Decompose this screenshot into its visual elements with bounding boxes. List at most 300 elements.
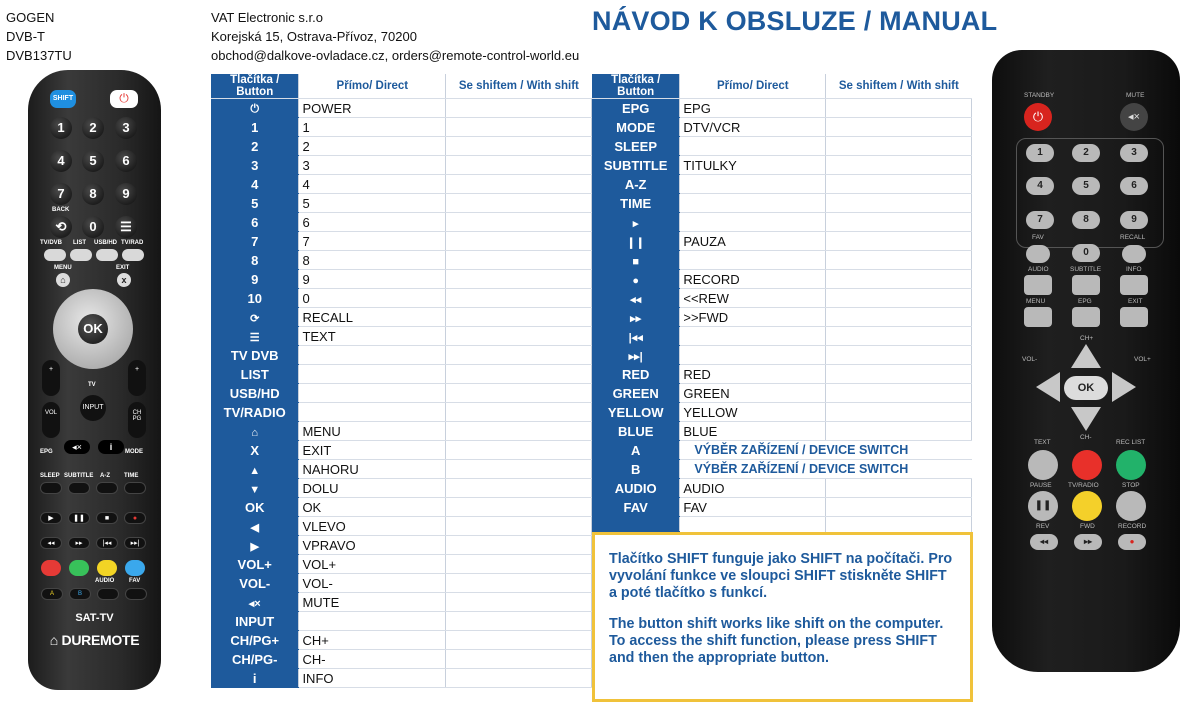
row-shift <box>446 194 592 213</box>
mute-icon: ◂× <box>248 597 261 610</box>
vol-down-button[interactable]: VOL <box>42 402 60 438</box>
menu-button[interactable] <box>1024 307 1052 327</box>
row-shift <box>826 213 972 232</box>
az-button[interactable] <box>96 482 118 494</box>
table-row <box>592 213 972 232</box>
recall-label: RECALL <box>1120 234 1146 241</box>
digit-button[interactable]: 2 <box>82 117 104 139</box>
table-row <box>592 137 972 156</box>
digit-button[interactable]: 1 <box>1026 144 1054 162</box>
time-button[interactable] <box>124 482 146 494</box>
row-key: 1 <box>211 118 299 137</box>
audio-label: AUDIO <box>95 578 115 584</box>
previous-icon: |◂◂ <box>102 540 112 547</box>
row-shift <box>446 498 592 517</box>
play-button[interactable] <box>40 512 62 524</box>
text-icon: ☰ <box>249 331 260 344</box>
row-direct: GREEN <box>680 384 826 403</box>
remote-right <box>992 50 1180 672</box>
tvradio-label: TV/RADIO <box>1068 482 1099 489</box>
table-row <box>592 441 972 460</box>
row-shift <box>826 422 972 441</box>
input-button[interactable]: INPUT <box>80 395 106 421</box>
row-shift <box>826 137 972 156</box>
row-direct: 7 <box>299 232 446 251</box>
row-shift <box>446 213 592 232</box>
row-key <box>592 251 680 270</box>
digit-button[interactable]: 0 <box>82 216 104 238</box>
row-direct <box>680 346 826 365</box>
row-key: FAV <box>592 498 680 517</box>
row-shift <box>826 194 972 213</box>
row-key: SUBTITLE <box>592 156 680 175</box>
table-row <box>592 498 972 517</box>
subtitle-label: SUBTITLE <box>1070 266 1102 273</box>
digit-button[interactable]: 6 <box>115 150 137 172</box>
row-direct: TITULKY <box>680 156 826 175</box>
mute-icon: ◂× <box>72 442 82 452</box>
table-row <box>211 669 592 688</box>
table-row <box>211 593 592 612</box>
row-shift <box>826 99 972 118</box>
row-key <box>592 289 680 308</box>
row-shift <box>446 669 592 688</box>
row-shift <box>826 365 972 384</box>
rev-button[interactable] <box>1030 534 1058 550</box>
fwd-label: FWD <box>1080 523 1095 530</box>
table-row <box>211 441 592 460</box>
row-key: 3 <box>211 156 299 175</box>
text-button[interactable] <box>1028 450 1058 480</box>
rec-list-label: REC LIST <box>1116 439 1146 446</box>
row-direct: 9 <box>299 270 446 289</box>
company-address: Korejská 15, Ostrava-Přívoz, 70200 <box>211 29 417 44</box>
row-key <box>211 593 299 612</box>
row-shift <box>446 118 592 137</box>
row-key: 7 <box>211 232 299 251</box>
table-row <box>211 536 592 555</box>
row-shift <box>446 289 592 308</box>
digit-button[interactable]: 2 <box>1072 144 1100 162</box>
next-button[interactable] <box>124 537 146 549</box>
brand: GOGEN <box>6 10 55 25</box>
table-row <box>211 517 592 536</box>
fast-forward-icon: ▸▸ <box>630 312 642 325</box>
record-button[interactable] <box>1118 534 1146 550</box>
table-row <box>592 232 972 251</box>
row-direct: EXIT <box>299 441 446 460</box>
row-shift <box>446 99 592 118</box>
row-direct: VLEVO <box>299 517 446 536</box>
row-direct: AUDIO <box>680 479 826 498</box>
row-shift <box>446 270 592 289</box>
stop-button[interactable] <box>1116 491 1146 521</box>
subtitle-button[interactable] <box>68 482 90 494</box>
digit-button[interactable]: 0 <box>1072 244 1100 262</box>
info-label: INFO <box>1126 266 1142 273</box>
row-direct <box>299 384 446 403</box>
info-button[interactable] <box>1120 275 1148 295</box>
row-shift <box>826 118 972 137</box>
fwd-button[interactable] <box>1074 534 1102 550</box>
green-button[interactable] <box>69 560 89 576</box>
row-shift <box>446 327 592 346</box>
row-direct: FAV <box>680 498 826 517</box>
menu-button[interactable] <box>56 273 70 287</box>
row-direct: RED <box>680 365 826 384</box>
table-row <box>211 384 592 403</box>
table-row <box>592 365 972 384</box>
note-english: The button shift works like shift on the computer. To access the shift function, please press SHIFT and then the appropriate button. <box>609 616 944 666</box>
table-row <box>592 327 972 346</box>
table-row <box>211 403 592 422</box>
col-header-shift: Se shiftem / With shift <box>826 74 972 99</box>
row-key: A-Z <box>592 175 680 194</box>
row-shift <box>446 517 592 536</box>
next-icon: ▸▸| <box>130 540 140 547</box>
row-direct <box>680 251 826 270</box>
standby-label: STANDBY <box>1024 92 1055 99</box>
table-row <box>211 479 592 498</box>
row-key <box>592 308 680 327</box>
ch-down-button[interactable]: CH PG <box>128 402 146 438</box>
stop-icon: ■ <box>632 255 639 268</box>
table-row <box>211 213 592 232</box>
row-direct: INFO <box>299 669 446 688</box>
row-key: A <box>592 441 680 460</box>
pause-button[interactable] <box>68 512 90 524</box>
row-shift <box>446 308 592 327</box>
right-arrow-icon: ▶ <box>250 540 259 553</box>
mute-label: MUTE <box>1126 92 1145 99</box>
model: DVB137TU <box>6 48 72 63</box>
text-button[interactable] <box>115 216 137 238</box>
row-direct: <<REW <box>680 289 826 308</box>
menu-label: MENU <box>54 265 72 271</box>
row-shift <box>446 365 592 384</box>
shift-note <box>592 532 973 702</box>
left-arrow-icon: ◀ <box>250 521 259 534</box>
power-icon: ⏻ <box>250 103 260 115</box>
ok-button[interactable]: OK <box>1064 376 1108 400</box>
epg-button[interactable] <box>1072 307 1100 327</box>
row-key: YELLOW <box>592 403 680 422</box>
row-direct: VOL+ <box>299 555 446 574</box>
table-row <box>211 555 592 574</box>
blue-button[interactable] <box>125 560 145 576</box>
home-icon: ⌂ <box>60 275 66 285</box>
table-row <box>211 251 592 270</box>
row-shift <box>446 441 592 460</box>
row-direct: BLUE <box>680 422 826 441</box>
tv-label: TV <box>88 382 96 388</box>
table-row <box>211 422 592 441</box>
row-direct: TEXT <box>299 327 446 346</box>
row-direct: CH- <box>299 650 446 669</box>
table-row <box>592 175 972 194</box>
pause-icon: ❚❚ <box>73 515 85 522</box>
row-direct: RECALL <box>299 308 446 327</box>
row-key: RED <box>592 365 680 384</box>
row-direct <box>680 194 826 213</box>
row-key <box>211 422 299 441</box>
sleep-label: SLEEP <box>40 473 60 479</box>
row-direct: 8 <box>299 251 446 270</box>
table-row <box>211 289 592 308</box>
row-key <box>592 346 680 365</box>
header-company <box>211 8 579 65</box>
row-key: TIME <box>592 194 680 213</box>
recall-button[interactable] <box>1122 245 1146 263</box>
table-row <box>211 365 592 384</box>
row-shift <box>826 175 972 194</box>
row-shift <box>446 650 592 669</box>
b-button[interactable]: B <box>69 588 91 600</box>
fav-button[interactable] <box>125 588 147 600</box>
rewind-button[interactable] <box>40 537 62 549</box>
row-shift <box>826 327 972 346</box>
table-row <box>211 137 592 156</box>
table-row <box>592 422 972 441</box>
digit-button[interactable]: 4 <box>50 150 72 172</box>
row-direct <box>680 213 826 232</box>
row-shift <box>446 612 592 631</box>
button-table-left <box>211 74 592 688</box>
subtitle-button[interactable] <box>1072 275 1100 295</box>
fav-label: FAV <box>1032 234 1044 241</box>
table-row <box>211 612 592 631</box>
audio-button[interactable] <box>97 588 119 600</box>
exit-label: EXIT <box>116 265 130 271</box>
pause-icon: ❚❚ <box>1034 500 1052 511</box>
fast-forward-icon: ▸▸ <box>75 540 83 547</box>
back-button[interactable] <box>50 216 72 238</box>
sleep-button[interactable] <box>40 482 62 494</box>
row-shift <box>826 289 972 308</box>
exit-button[interactable] <box>117 273 131 287</box>
vol-up-label: VOL+ <box>1134 356 1151 363</box>
note-czech: Tlačítko SHIFT funguje jako SHIFT na počítači. Pro vyvolání funkce ve sloupci SHIFT stiskněte SHIFT a poté tlačítko s funkcí. <box>609 551 953 601</box>
tvdvb-button[interactable] <box>44 249 66 261</box>
vol-down-label: VOL- <box>1022 356 1038 363</box>
ch-up-label: CH+ <box>1080 335 1094 342</box>
down-button[interactable] <box>1071 407 1101 431</box>
row-shift <box>446 403 592 422</box>
exit-label: EXIT <box>1128 298 1143 305</box>
info-button[interactable]: i <box>98 440 124 454</box>
ok-button[interactable]: OK <box>78 314 108 344</box>
row-key <box>592 213 680 232</box>
table-row <box>592 308 972 327</box>
home-icon: ⌂ <box>251 426 259 439</box>
red-button[interactable] <box>41 560 61 576</box>
digit-button[interactable]: 9 <box>115 183 137 205</box>
row-shift <box>446 137 592 156</box>
row-shift <box>446 574 592 593</box>
epg-label: EPG <box>1078 298 1092 305</box>
row-key: VOL+ <box>211 555 299 574</box>
digit-button[interactable]: 3 <box>1120 144 1148 162</box>
yellow-button[interactable] <box>97 560 117 576</box>
row-key: MODE <box>592 118 680 137</box>
audio-button[interactable] <box>1024 275 1052 295</box>
table-row <box>592 118 972 137</box>
record-icon: ● <box>1129 537 1135 546</box>
row-direct: DOLU <box>299 479 446 498</box>
down-arrow-icon: ▼ <box>249 483 261 496</box>
up-arrow-icon: ▲ <box>249 464 261 477</box>
digit-button[interactable]: 6 <box>1120 177 1148 195</box>
record-label: RECORD <box>1118 523 1147 530</box>
digit-button[interactable]: 8 <box>82 183 104 205</box>
row-key: AUDIO <box>592 479 680 498</box>
usbhd-button[interactable] <box>96 249 118 261</box>
play-icon: ▸ <box>632 217 639 230</box>
rev-label: REV <box>1036 523 1050 530</box>
row-key <box>211 536 299 555</box>
row-direct <box>299 403 446 422</box>
right-button[interactable] <box>1112 372 1136 402</box>
row-shift <box>826 270 972 289</box>
row-direct: DTV/VCR <box>680 118 826 137</box>
record-icon: ● <box>132 515 138 522</box>
exit-button[interactable] <box>1120 307 1148 327</box>
row-direct: 2 <box>299 137 446 156</box>
row-direct: MUTE <box>299 593 446 612</box>
row-key <box>592 232 680 251</box>
row-direct: 5 <box>299 194 446 213</box>
row-key: i <box>211 669 299 688</box>
mode-label: MODE <box>125 449 143 455</box>
mute-icon: ◂× <box>1128 111 1140 123</box>
digit-button[interactable]: 4 <box>1026 177 1054 195</box>
digit-button[interactable]: 8 <box>1072 211 1100 229</box>
fav-label: FAV <box>129 578 141 584</box>
row-key: 9 <box>211 270 299 289</box>
row-key: 5 <box>211 194 299 213</box>
digit-button[interactable]: 1 <box>50 117 72 139</box>
row-shift <box>826 479 972 498</box>
company-name: VAT Electronic s.r.o <box>211 10 323 25</box>
row-direct: VOL- <box>299 574 446 593</box>
row-direct: 4 <box>299 175 446 194</box>
az-label: A-Z <box>100 473 110 479</box>
header-left <box>6 8 72 65</box>
row-key <box>592 327 680 346</box>
row-key <box>211 517 299 536</box>
table-row <box>211 346 592 365</box>
digit-button[interactable]: 3 <box>115 117 137 139</box>
row-shift <box>826 498 972 517</box>
row-key: 6 <box>211 213 299 232</box>
row-key: EPG <box>592 99 680 118</box>
tvradio-button[interactable] <box>122 249 144 261</box>
digit-button[interactable]: 9 <box>1120 211 1148 229</box>
epg-label: EPG <box>40 449 53 455</box>
recall-icon: ⟲ <box>55 219 67 234</box>
subtitle-label: SUBTITLE <box>64 473 94 479</box>
ch-up-button[interactable]: + <box>128 360 146 396</box>
power-icon: ⏻ <box>1032 109 1044 124</box>
row-direct: VÝBĚR ZAŘÍZENÍ / DEVICE SWITCH <box>680 441 972 460</box>
standby-button[interactable] <box>1024 103 1052 131</box>
table-row <box>211 574 592 593</box>
power-button[interactable] <box>110 90 138 108</box>
close-icon: x <box>121 275 127 285</box>
row-shift <box>826 251 972 270</box>
digit-button[interactable]: 5 <box>82 150 104 172</box>
duremote-logo <box>28 632 161 648</box>
digit-button[interactable]: 7 <box>1026 211 1054 229</box>
digit-button[interactable]: 7 <box>50 183 72 205</box>
fav-button[interactable] <box>1026 245 1050 263</box>
row-shift <box>446 422 592 441</box>
rewind-icon: ◂◂ <box>1039 537 1049 546</box>
row-shift <box>446 631 592 650</box>
list-button[interactable] <box>70 249 92 261</box>
stop-label: STOP <box>1122 482 1140 489</box>
table-row <box>211 498 592 517</box>
row-shift <box>446 232 592 251</box>
col-header-key: Tlačítka / Button <box>592 74 680 99</box>
vol-up-button[interactable]: + <box>42 360 60 396</box>
row-direct: 6 <box>299 213 446 232</box>
tvrad-label: TV/RAD <box>121 240 144 246</box>
row-key <box>211 479 299 498</box>
table-row <box>211 308 592 327</box>
row-shift <box>826 384 972 403</box>
red-button[interactable] <box>1072 450 1102 480</box>
row-key <box>211 460 299 479</box>
fast-forward-button[interactable] <box>68 537 90 549</box>
previous-button[interactable] <box>96 537 118 549</box>
green-button[interactable] <box>1116 450 1146 480</box>
play-icon: ▶ <box>48 515 54 522</box>
stop-button[interactable] <box>96 512 118 524</box>
table-row <box>592 156 972 175</box>
digit-button[interactable]: 5 <box>1072 177 1100 195</box>
record-button[interactable] <box>124 512 146 524</box>
audio-label: AUDIO <box>1028 266 1049 273</box>
table-row <box>592 346 972 365</box>
previous-icon: |◂◂ <box>628 331 643 344</box>
rewind-icon: ◂◂ <box>630 293 642 306</box>
row-key: LIST <box>211 365 299 384</box>
table-row <box>211 232 592 251</box>
pause-label: PAUSE <box>1030 482 1052 489</box>
up-button[interactable] <box>1071 344 1101 368</box>
row-direct: YELLOW <box>680 403 826 422</box>
mute-button[interactable] <box>64 440 90 454</box>
row-direct: VÝBĚR ZAŘÍZENÍ / DEVICE SWITCH <box>680 460 972 479</box>
row-shift <box>446 175 592 194</box>
a-button[interactable]: A <box>41 588 63 600</box>
shift-button[interactable]: SHIFT <box>50 90 76 108</box>
row-key <box>211 327 299 346</box>
row-key: TV DVB <box>211 346 299 365</box>
row-key: OK <box>211 498 299 517</box>
row-direct <box>680 137 826 156</box>
table-row <box>211 99 592 118</box>
yellow-button[interactable] <box>1072 491 1102 521</box>
left-button[interactable] <box>1036 372 1060 402</box>
device-type: DVB-T <box>6 29 45 44</box>
row-shift <box>826 156 972 175</box>
mute-button[interactable] <box>1120 103 1148 131</box>
pause-button[interactable] <box>1028 491 1058 521</box>
row-key: BLUE <box>592 422 680 441</box>
row-shift <box>446 460 592 479</box>
